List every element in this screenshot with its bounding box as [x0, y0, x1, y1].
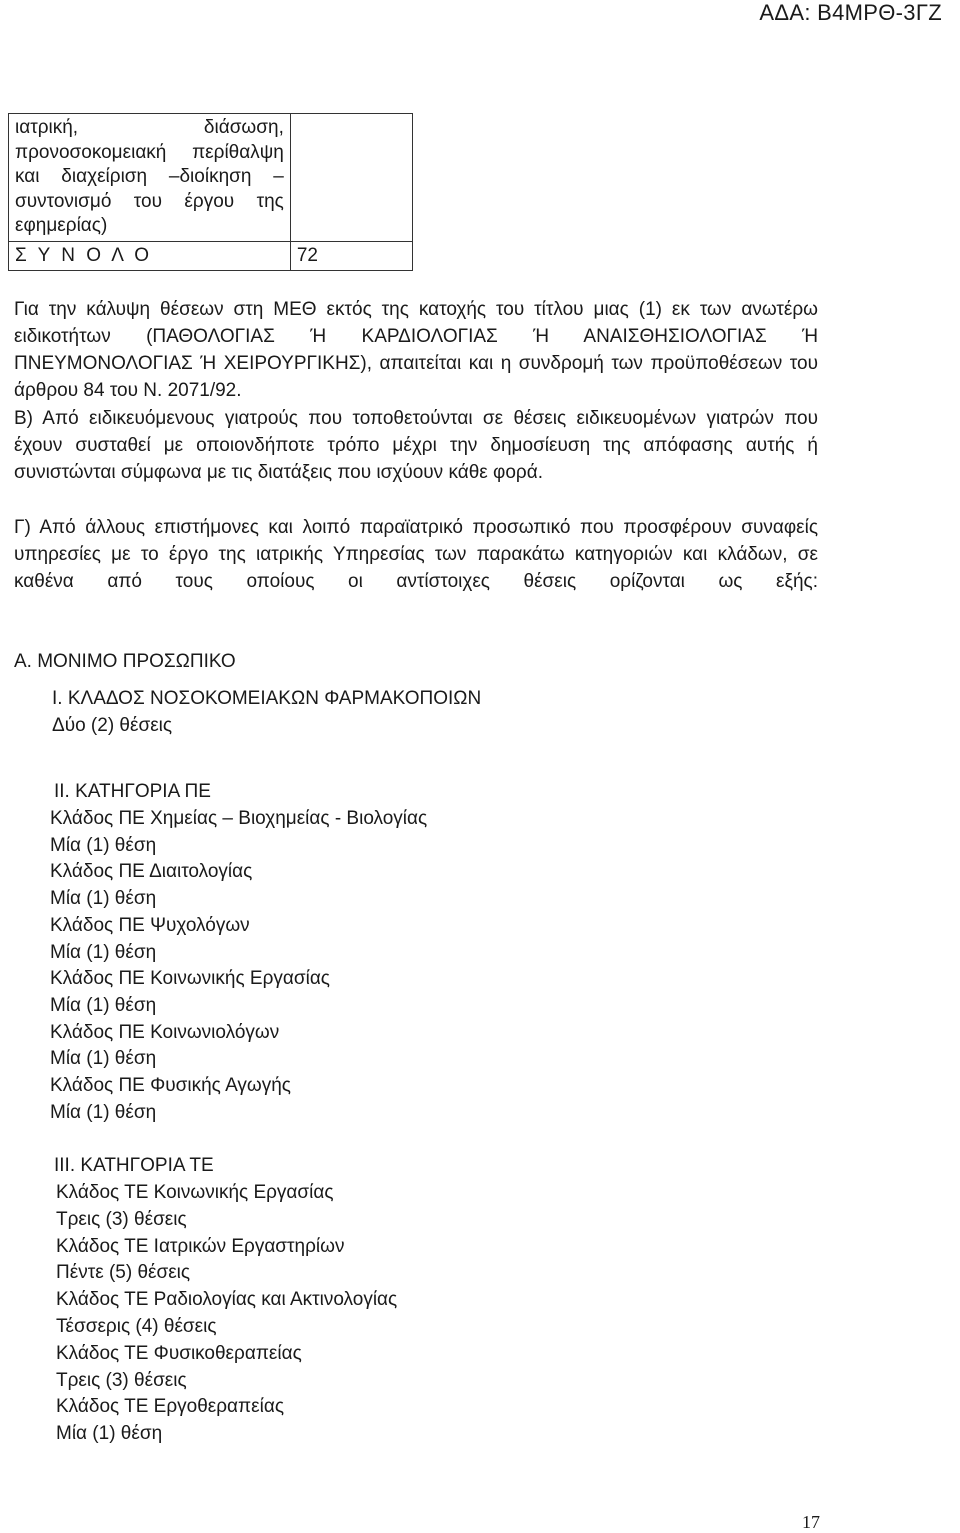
position-count: Μία (1) θέση — [50, 1101, 157, 1123]
branch-name: Κλάδος ΠΕ Κοινωνικής Εργασίας — [50, 968, 330, 990]
branch-name: Κλάδος ΤΕ Κοινωνικής Εργασίας — [56, 1182, 334, 1203]
position-count: Πέντε (5) θέσεις — [56, 1262, 191, 1284]
paragraph-meth: Για την κάλυψη θέσεων στη ΜΕΘ εκτός της κατοχής του τίτλου μιας (1) εκ των ανωτέρω ειδικοτήτων (ΠΑΘΟΛΟΓΙΑΣ Ή ΚΑΡΔΙΟΛΟΓΙΑΣ Ή ΑΝΑΙΣΘΗΣΙΟΛΟΓΙΑΣ Ή ΠΝΕΥΜΟΝΟΛΟΓΙΑΣ Ή ΧΕΙΡΟΥΡΓΙΚΗΣ), απαιτείται και η συνδρομή των προϋποθέσεων του άρθρου 84 του Ν. 2071/92. — [14, 299, 818, 401]
position-count: Τρεις (3) θέσεις — [56, 1369, 187, 1391]
position-count: Μία (1) θέση — [50, 994, 157, 1016]
branch-name: Κλάδος ΠΕ Ψυχολόγων — [50, 914, 250, 936]
branch-name: Κλάδος ΤΕ Εργοθεραπείας — [56, 1396, 284, 1418]
group3-title: ΙΙΙ. ΚΑΤΗΓΟΡΙΑ ΤΕ — [54, 1155, 214, 1176]
ada-code: ΑΔΑ: Β4ΜΡΘ-3ΓΖ — [759, 0, 942, 25]
total-value: 72 — [290, 241, 412, 271]
table-cell-description: ιατρική, διάσωση, προνοσοκομειακή περίθαλψη και διαχείριση –διοίκηση – συντονισμό του έργου της εφημερίας) — [9, 114, 291, 242]
section-a-heading: Α. ΜΟΝΙΜΟ ΠΡΟΣΩΠΙΚΟ — [14, 651, 236, 672]
branch-name: Κλάδος ΠΕ Κοινωνιολόγων — [50, 1021, 280, 1043]
table-row-total — [9, 241, 413, 271]
branch-name: Κλάδος ΠΕ Χημείας – Βιοχημείας - Βιολογίας — [50, 808, 428, 829]
group1-count: Δύο (2) θέσεις — [52, 715, 173, 736]
table-row — [9, 114, 413, 242]
position-count: Μία (1) θέση — [56, 1423, 163, 1445]
paragraph-b: Β) Από ειδικευόμενους γιατρούς που τοποθετούνται σε θέσεις ειδικευομένων γιατρών που έχουν συσταθεί με οποιονδήποτε τρόπο μέχρι την δημοσίευση της απόφασης αυτής ή συνιστώνται σύμφωνα με τις διατάξεις που ισχύουν κάθε φορά. — [14, 408, 818, 483]
position-count: Τέσσερις (4) θέσεις — [56, 1316, 217, 1337]
position-count: Μία (1) θέση — [50, 834, 157, 856]
paragraph-g: Γ) Από άλλους επιστήμονες και λοιπό παραϊατρικό προσωπικό που προσφέρουν συναφείς υπηρεσίες με το έργο της ιατρικής Υπηρεσίας των παρακάτω κατηγοριών και κλάδων, σε καθένα από τους οποίους οι αντίστοιχες θέσεις ορίζονται ως εξής: — [14, 517, 818, 592]
branch-name: Κλάδος ΠΕ Φυσικής Αγωγής — [50, 1075, 291, 1096]
page-number: 17 — [802, 1512, 820, 1532]
group2-title: ΙΙ. ΚΑΤΗΓΟΡΙΑ ΠΕ — [54, 781, 211, 802]
group1-title: Ι. ΚΛΑΔΟΣ ΝΟΣΟΚΟΜΕΙΑΚΩΝ ΦΑΡΜΑΚΟΠΟΙΩΝ — [52, 688, 482, 709]
positions-table — [8, 113, 413, 271]
branch-name: Κλάδος ΤΕ Ιατρικών Εργαστηρίων — [56, 1235, 345, 1257]
branch-name: Κλάδος ΤΕ Ραδιολογίας και Ακτινολογίας — [56, 1289, 398, 1311]
branch-name: Κλάδος ΤΕ Φυσικοθεραπείας — [56, 1342, 302, 1364]
position-count: Μία (1) θέση — [50, 1048, 157, 1070]
branch-name: Κλάδος ΠΕ Διαιτολογίας — [50, 861, 253, 883]
position-count: Μία (1) θέση — [50, 941, 157, 963]
total-label: Σ Υ Ν Ο Λ Ο — [9, 241, 291, 271]
position-count: Μία (1) θέση — [50, 888, 157, 910]
position-count: Τρεις (3) θέσεις — [56, 1208, 187, 1230]
table-cell-empty — [290, 114, 412, 242]
